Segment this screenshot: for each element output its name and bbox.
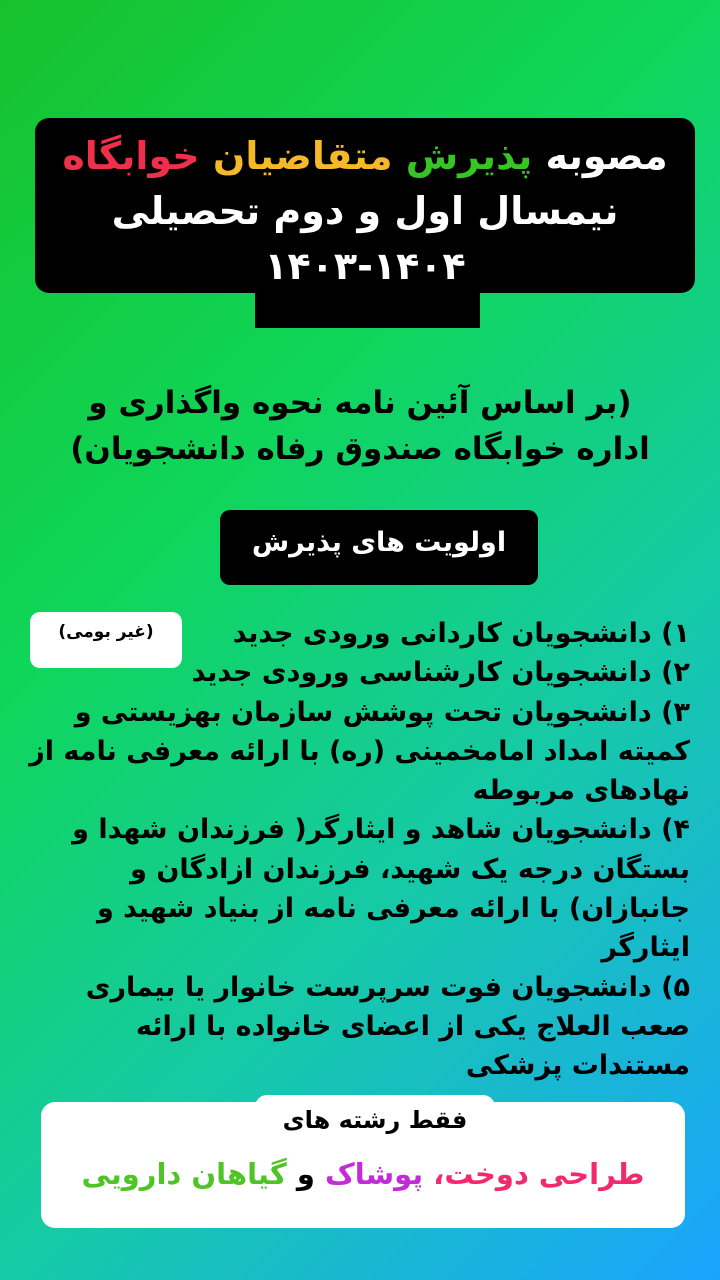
major-connector: و bbox=[296, 1157, 315, 1191]
priority-item: ۵) دانشجویان فوت سرپرست خانوار یا بیماری صعب العلاج یکی از اعضای خانواده با ارائه مستندات پزشکی bbox=[85, 971, 690, 1082]
title-line-2: نیمسال اول و دوم تحصیلی bbox=[111, 189, 619, 233]
title-word-dormitory: خوابگاه bbox=[62, 134, 200, 178]
priority-item: ۱) دانشجویان کاردانی ورودی جدید bbox=[232, 618, 690, 649]
basis-line-1: (بر اساس آئین نامه نحوه واگذاری و bbox=[88, 385, 632, 421]
title-word-approval: مصوبه bbox=[545, 134, 668, 178]
title-line-3: ۱۴۰۳-۱۴۰۴ bbox=[264, 244, 466, 288]
major-clothing: پوشاک bbox=[325, 1157, 424, 1191]
title-word-admission: پذیرش bbox=[405, 134, 533, 178]
title-box bbox=[35, 118, 695, 293]
non-native-badge: (غیر بومی) bbox=[30, 612, 182, 668]
major-medicinal-plants: گیاهان دارویی bbox=[81, 1157, 287, 1191]
basis-line-2: اداره خوابگاه صندوق رفاه دانشجویان) bbox=[70, 431, 650, 467]
title-line-1 bbox=[35, 131, 695, 181]
major-tailoring: طراحی دوخت، bbox=[433, 1157, 645, 1191]
majors-title: فقط رشته های bbox=[282, 1106, 468, 1134]
basis-text bbox=[40, 380, 680, 472]
majors-line bbox=[41, 1152, 685, 1196]
priorities-list bbox=[22, 614, 690, 1086]
priority-item: ۲) دانشجویان کارشناسی ورودی جدید bbox=[191, 657, 690, 689]
priority-item: ۳) دانشجویان تحت پوشش سازمان بهزیستی و کمیته امداد امامخمینی (ره) با ارائه معرفی نامه از نهادهای مربوطه bbox=[29, 696, 690, 807]
priorities-heading: اولویت های پذیرش bbox=[220, 510, 538, 585]
title-word-applicants: متقاضیان bbox=[212, 134, 393, 178]
priority-item: ۴) دانشجویان شاهد و ایثارگر( فرزندان شهدا و بستگان درجه یک شهید، فرزندان ازادگان و جانبازان) با ارائه معرفی نامه از بنیاد شهید و ایثارگر bbox=[72, 814, 690, 964]
